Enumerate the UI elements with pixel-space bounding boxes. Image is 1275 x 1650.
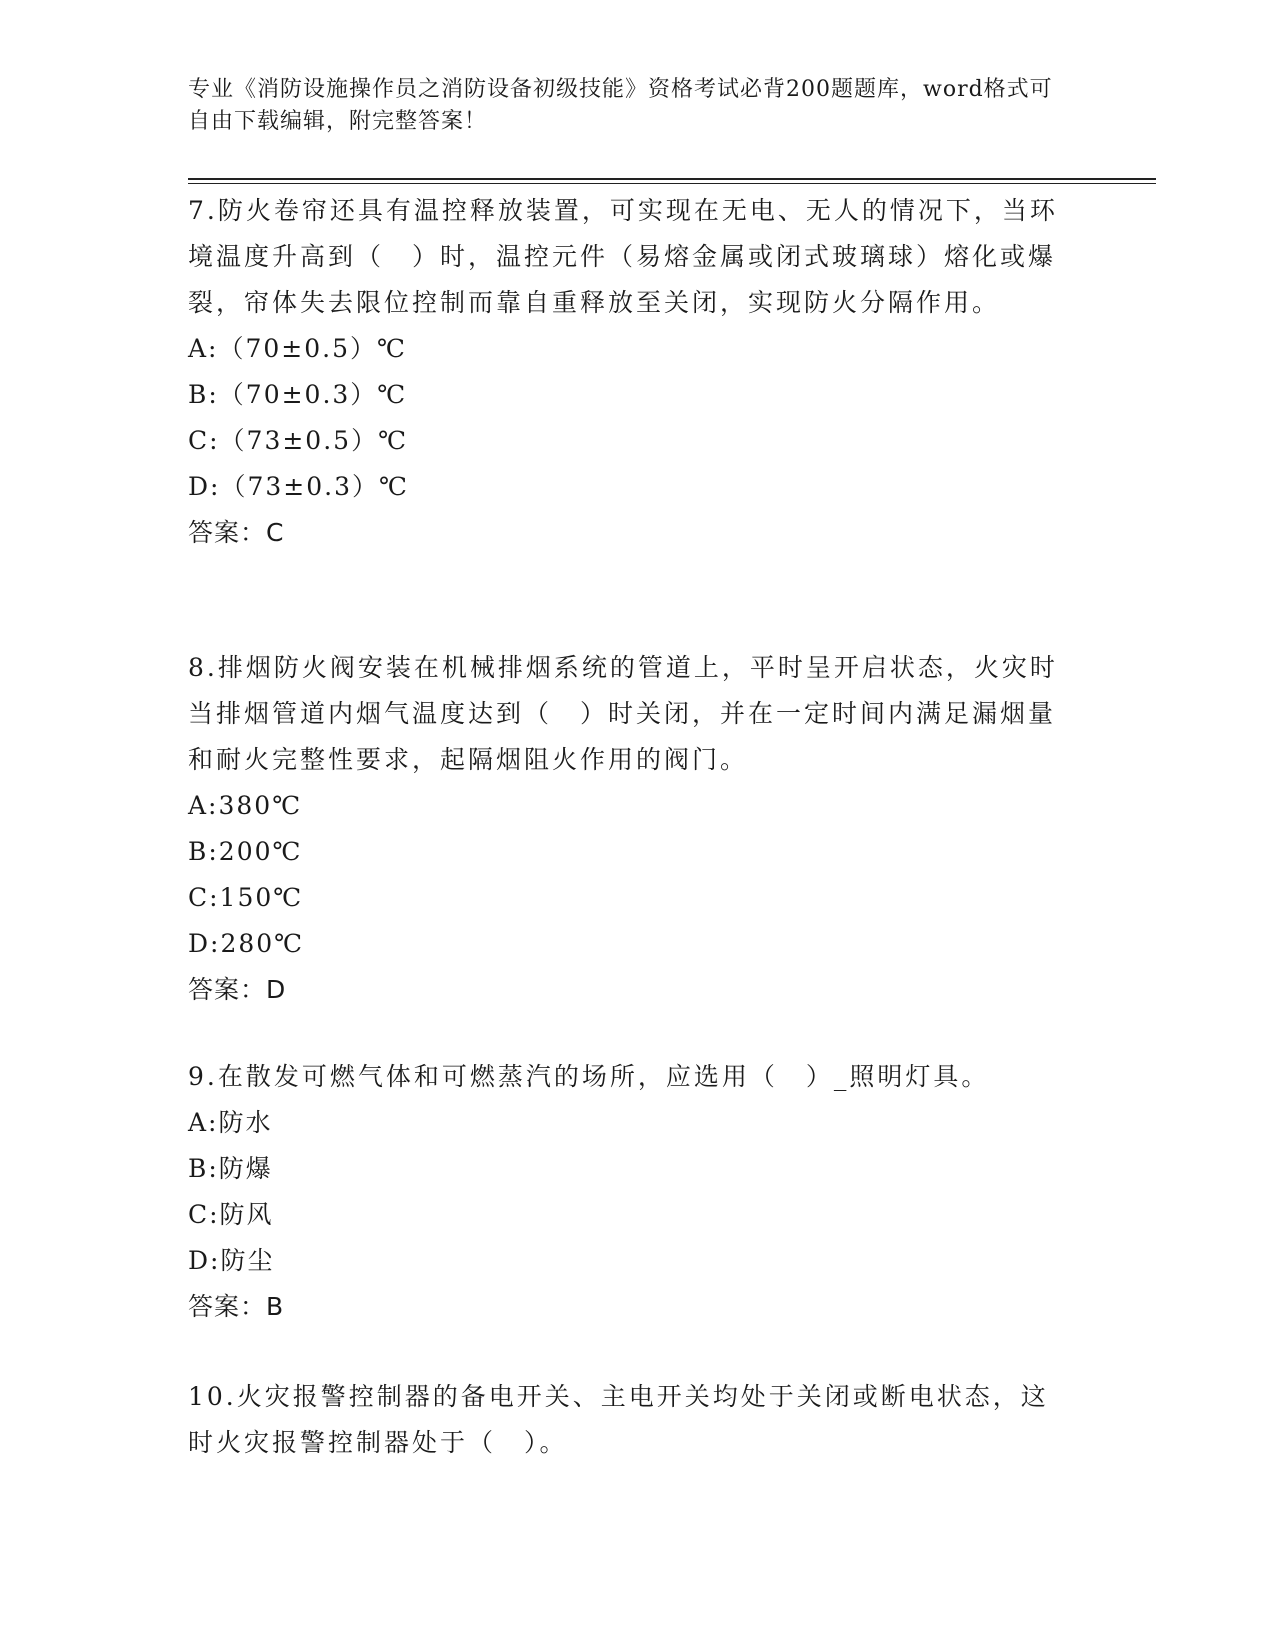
- header-divider-thick: [188, 178, 1156, 180]
- option-b: B:防爆: [188, 1154, 273, 1183]
- question-text: 10.火灾报警控制器的备电开关、主电开关均处于关闭或断电状态，这时火灾报警控制器处于（ ）。: [188, 1382, 1049, 1457]
- option-d: D:（73±0.3）℃: [188, 472, 409, 501]
- option-a: A:防水: [188, 1108, 273, 1137]
- question-7: [188, 188, 1068, 556]
- option-a: A:380℃: [188, 791, 303, 820]
- question-9: [188, 1054, 1068, 1330]
- option-a: A:（70±0.5）℃: [188, 334, 407, 363]
- option-c: C:（73±0.5）℃: [188, 426, 409, 455]
- option-d: D:280℃: [188, 929, 305, 958]
- answer-label: 答案：D: [188, 975, 287, 1004]
- question-text: 8.排烟防火阀安装在机械排烟系统的管道上，平时呈开启状态，火灾时当排烟管道内烟气温度达到（ ）时关闭，并在一定时间内满足漏烟量和耐火完整性要求，起隔烟阻火作用的阀门。: [188, 653, 1058, 774]
- option-d: D:防尘: [188, 1246, 275, 1275]
- answer-label: 答案：B: [188, 1292, 285, 1321]
- question-text: 9.在散发可燃气体和可燃蒸汽的场所，应选用（ ）_照明灯具。: [188, 1062, 990, 1091]
- option-b: B:200℃: [188, 837, 303, 866]
- question-8: [188, 645, 1068, 1013]
- answer-label: 答案：C: [188, 518, 285, 547]
- document-header: 专业《消防设施操作员之消防设备初级技能》资格考试必背200题题库，word格式可自由下载编辑，附完整答案！: [188, 77, 1053, 134]
- question-10: [188, 1374, 1068, 1466]
- question-text: 7.防火卷帘还具有温控释放装置，可实现在无电、无人的情况下，当环境温度升高到（ ）时，温控元件（易熔金属或闭式玻璃球）熔化或爆裂，帘体失去限位控制而靠自重释放至关闭，实现防火分隔作用。: [188, 196, 1058, 317]
- header-divider-thin: [188, 183, 1156, 184]
- option-c: C:防风: [188, 1200, 274, 1229]
- option-b: B:（70±0.3）℃: [188, 380, 408, 409]
- option-c: C:150℃: [188, 883, 304, 912]
